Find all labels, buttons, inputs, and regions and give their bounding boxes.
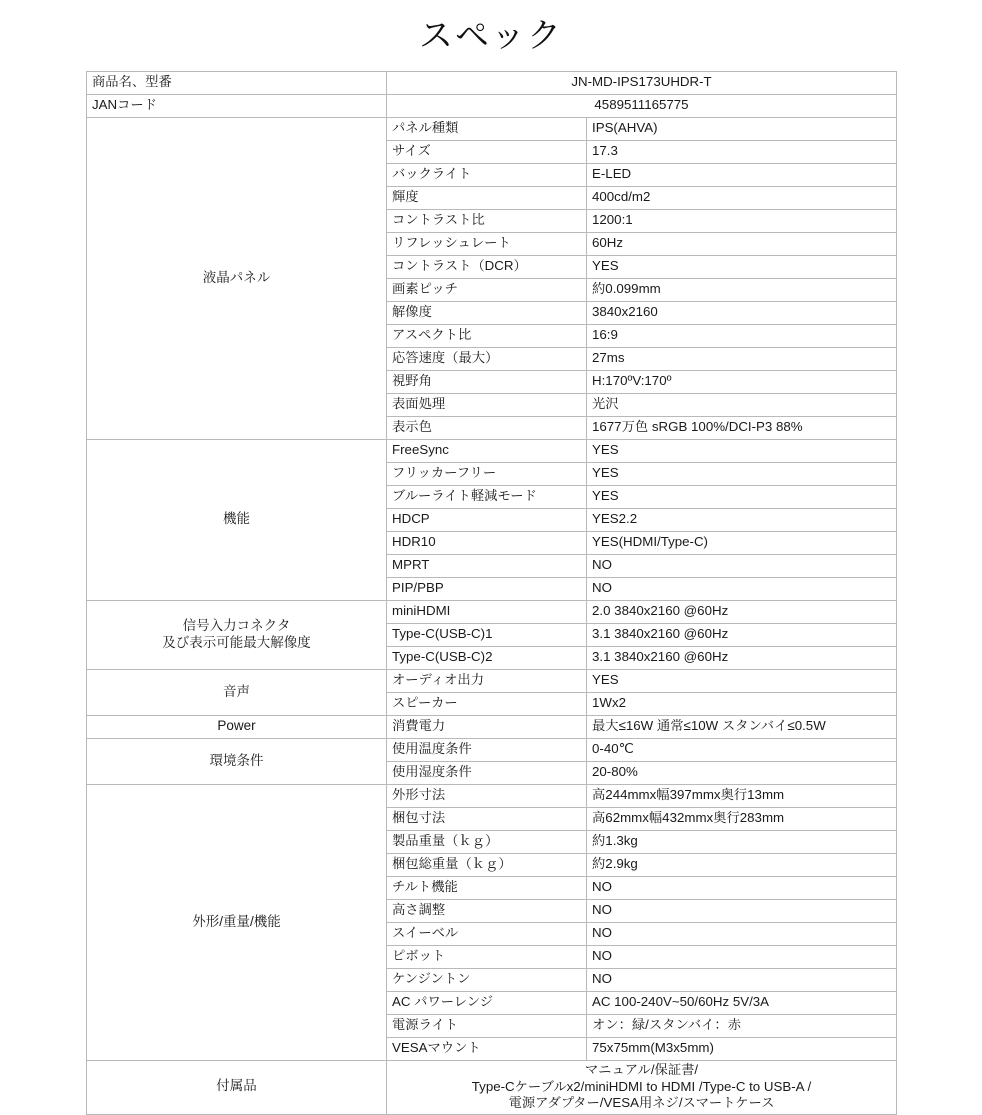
row-label: サイズ bbox=[387, 141, 587, 164]
row-value: YES bbox=[587, 256, 897, 279]
row-label: 消費電力 bbox=[387, 716, 587, 739]
row-value: YES bbox=[587, 440, 897, 463]
row-label: 応答速度（最大） bbox=[387, 348, 587, 371]
row-value: E-LED bbox=[587, 164, 897, 187]
row-label: 高さ調整 bbox=[387, 900, 587, 923]
row-value: 高62mmx幅432mmx奥行283mm bbox=[587, 808, 897, 831]
row-value: YES bbox=[587, 670, 897, 693]
table-row bbox=[87, 716, 897, 739]
row-value: 0-40℃ bbox=[587, 739, 897, 762]
group-label-signal-input bbox=[87, 601, 387, 670]
table-row bbox=[87, 785, 897, 808]
row-label: JANコード bbox=[87, 95, 387, 118]
page-title: スペック bbox=[419, 17, 563, 55]
row-label: FreeSync bbox=[387, 440, 587, 463]
group-label-power: Power bbox=[87, 716, 387, 739]
row-value: H:170ºV:170º bbox=[587, 371, 897, 394]
row-value: NO bbox=[587, 923, 897, 946]
row-value: 1Wx2 bbox=[587, 693, 897, 716]
accessories-line: マニュアル/保証書/ bbox=[584, 1062, 699, 1077]
row-value: 20-80% bbox=[587, 762, 897, 785]
row-label: ケンジントン bbox=[387, 969, 587, 992]
row-label: AC パワーレンジ bbox=[387, 992, 587, 1015]
row-value: 3.1 3840x2160 @60Hz bbox=[587, 647, 897, 670]
row-value: 光沢 bbox=[587, 394, 897, 417]
row-label: 輝度 bbox=[387, 187, 587, 210]
row-value: 400cd/m2 bbox=[587, 187, 897, 210]
row-label: バックライト bbox=[387, 164, 587, 187]
table-row bbox=[87, 601, 897, 624]
row-value: 約1.3kg bbox=[587, 831, 897, 854]
row-label: チルト機能 bbox=[387, 877, 587, 900]
row-label: 梱包総重量（ｋｇ） bbox=[387, 854, 587, 877]
row-label: Type-C(USB-C)2 bbox=[387, 647, 587, 670]
row-label: 使用温度条件 bbox=[387, 739, 587, 762]
table-row bbox=[87, 95, 897, 118]
row-value: 約0.099mm bbox=[587, 279, 897, 302]
accessories-line: 電源アダプター/VESA用ネジ/スマートケース bbox=[508, 1095, 775, 1111]
row-value: 1200:1 bbox=[587, 210, 897, 233]
row-label: 表面処理 bbox=[387, 394, 587, 417]
row-label: HDR10 bbox=[387, 532, 587, 555]
table-row bbox=[87, 1061, 897, 1115]
row-value: 2.0 3840x2160 @60Hz bbox=[587, 601, 897, 624]
spec-table-container bbox=[0, 71, 982, 1115]
row-value: NO bbox=[587, 578, 897, 601]
row-value: 約2.9kg bbox=[587, 854, 897, 877]
table-row bbox=[87, 72, 897, 95]
row-label: 製品重量（ｋｇ） bbox=[387, 831, 587, 854]
group-label-lcd-panel: 液晶パネル bbox=[87, 118, 387, 440]
row-label: 画素ピッチ bbox=[387, 279, 587, 302]
row-label: 電源ライト bbox=[387, 1015, 587, 1038]
row-value: AC 100-240V~50/60Hz 5V/3A bbox=[587, 992, 897, 1015]
row-value: NO bbox=[587, 877, 897, 900]
group-label-features: 機能 bbox=[87, 440, 387, 601]
row-value: NO bbox=[587, 555, 897, 578]
row-label: スイーベル bbox=[387, 923, 587, 946]
accessories-line: Type-Cケーブルx2/miniHDMI to HDMI /Type-C to USB-A / bbox=[471, 1078, 812, 1094]
group-label-line: 信号入力コネクタ bbox=[182, 617, 291, 633]
row-label: パネル種類 bbox=[387, 118, 587, 141]
row-value: 3.1 3840x2160 @60Hz bbox=[587, 624, 897, 647]
group-label-environment: 環境条件 bbox=[87, 739, 387, 785]
row-label: MPRT bbox=[387, 555, 587, 578]
row-label: Type-C(USB-C)1 bbox=[387, 624, 587, 647]
row-label: miniHDMI bbox=[387, 601, 587, 624]
row-value: IPS(AHVA) bbox=[587, 118, 897, 141]
row-value: YES(HDMI/Type-C) bbox=[587, 532, 897, 555]
table-row bbox=[87, 118, 897, 141]
group-label-audio: 音声 bbox=[87, 670, 387, 716]
row-value: NO bbox=[587, 900, 897, 923]
row-label: HDCP bbox=[387, 509, 587, 532]
group-label-dimensions: 外形/重量/機能 bbox=[87, 785, 387, 1061]
row-label: 梱包寸法 bbox=[387, 808, 587, 831]
row-value: 27ms bbox=[587, 348, 897, 371]
row-label: フリッカーフリー bbox=[387, 463, 587, 486]
group-label-accessories: 付属品 bbox=[87, 1061, 387, 1115]
row-value: YES bbox=[587, 463, 897, 486]
table-row bbox=[87, 440, 897, 463]
row-label: VESAマウント bbox=[387, 1038, 587, 1061]
row-label: 解像度 bbox=[387, 302, 587, 325]
row-label: コントラスト（DCR） bbox=[387, 256, 587, 279]
row-label: 外形寸法 bbox=[387, 785, 587, 808]
row-label: 表示色 bbox=[387, 417, 587, 440]
row-value: オン：緑/スタンバイ：赤 bbox=[587, 1015, 897, 1038]
row-label: リフレッシュレート bbox=[387, 233, 587, 256]
row-value: 75x75mm(M3x5mm) bbox=[587, 1038, 897, 1061]
row-label: コントラスト比 bbox=[387, 210, 587, 233]
row-value: 16:9 bbox=[587, 325, 897, 348]
row-value: 1677万色 sRGB 100%/DCI-P3 88% bbox=[587, 417, 897, 440]
row-value: 17.3 bbox=[587, 141, 897, 164]
row-value: NO bbox=[587, 969, 897, 992]
row-label: 視野角 bbox=[387, 371, 587, 394]
accessories-list bbox=[387, 1061, 897, 1115]
row-label: 商品名、型番 bbox=[87, 72, 387, 95]
row-label: PIP/PBP bbox=[387, 578, 587, 601]
table-row bbox=[87, 739, 897, 762]
row-value: NO bbox=[587, 946, 897, 969]
row-value: 60Hz bbox=[587, 233, 897, 256]
row-value: 高244mmx幅397mmx奥行13mm bbox=[587, 785, 897, 808]
row-value: YES2.2 bbox=[587, 509, 897, 532]
spec-sheet-page bbox=[0, 8, 982, 1111]
row-label: スピーカー bbox=[387, 693, 587, 716]
row-label: ピボット bbox=[387, 946, 587, 969]
row-label: ブルーライト軽減モード bbox=[387, 486, 587, 509]
row-value: 4589511165775 bbox=[387, 95, 897, 118]
row-value: 最大≤16W 通常≤10W スタンバイ≤0.5W bbox=[587, 716, 897, 739]
row-label: アスペクト比 bbox=[387, 325, 587, 348]
row-value: YES bbox=[587, 486, 897, 509]
row-label: 使用湿度条件 bbox=[387, 762, 587, 785]
row-value: JN-MD-IPS173UHDR-T bbox=[387, 72, 897, 95]
row-value: 3840x2160 bbox=[587, 302, 897, 325]
table-row bbox=[87, 670, 897, 693]
row-label: オーディオ出力 bbox=[387, 670, 587, 693]
group-label-line: 及び表示可能最大解像度 bbox=[162, 634, 311, 650]
specifications-table bbox=[86, 71, 897, 1115]
